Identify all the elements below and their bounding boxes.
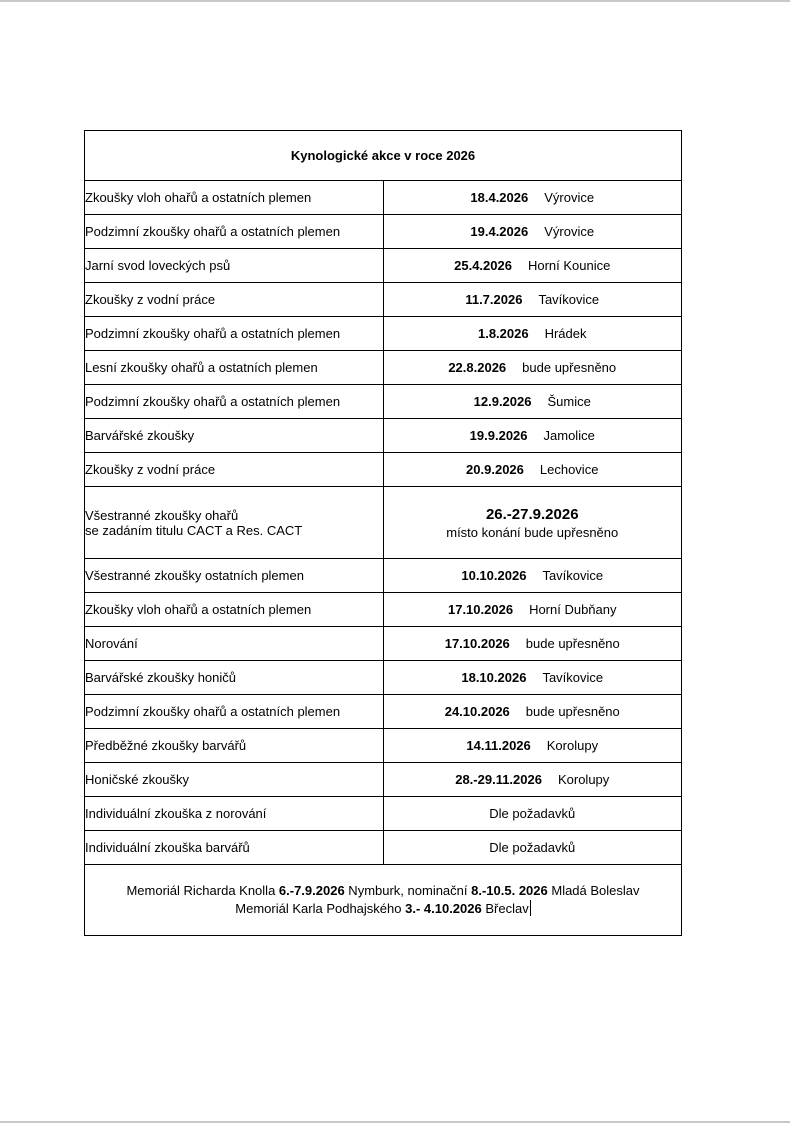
event-date: 24.10.2026 bbox=[444, 704, 510, 719]
table-row bbox=[85, 385, 682, 419]
event-place: bude upřesněno bbox=[522, 360, 617, 375]
page-top-edge bbox=[0, 0, 790, 2]
footer-date: 6.-7.9.2026 bbox=[278, 883, 345, 898]
event-name: Podzimní zkoušky ohařů a ostatních plemen bbox=[85, 385, 384, 419]
event-place: Tavíkovice bbox=[542, 670, 604, 685]
table-row bbox=[85, 453, 682, 487]
event-when bbox=[383, 249, 682, 283]
event-when bbox=[383, 627, 682, 661]
event-date: 19.9.2026 bbox=[469, 428, 528, 443]
event-name: Barvářské zkoušky honičů bbox=[85, 661, 384, 695]
event-name-line2: se zadáním titulu CACT a Res. CACT bbox=[85, 522, 303, 538]
table-row bbox=[85, 661, 682, 695]
event-when bbox=[383, 215, 682, 249]
table-row bbox=[85, 283, 682, 317]
event-place: Korolupy bbox=[546, 738, 599, 753]
event-date: 17.10.2026 bbox=[447, 602, 514, 617]
event-date: 11.7.2026 bbox=[465, 292, 523, 307]
table-row bbox=[85, 729, 682, 763]
table-row bbox=[85, 215, 682, 249]
event-place: Jamolice bbox=[543, 428, 595, 443]
event-place: Tavíkovice bbox=[542, 568, 604, 583]
event-name-line1: Všestranné zkoušky ohařů bbox=[85, 507, 239, 523]
table-row bbox=[85, 317, 682, 351]
event-date: 14.11.2026 bbox=[466, 738, 531, 753]
title-row bbox=[85, 131, 682, 181]
event-when bbox=[383, 181, 682, 215]
event-when bbox=[383, 317, 682, 351]
table-row bbox=[85, 419, 682, 453]
event-date: 20.9.2026 bbox=[466, 462, 524, 477]
footer-date: 3.- 4.10.2026 bbox=[405, 901, 482, 916]
event-name: Zkoušky vloh ohařů a ostatních plemen bbox=[85, 181, 384, 215]
table-row bbox=[85, 695, 682, 729]
event-name: Předběžné zkoušky barvářů bbox=[85, 729, 384, 763]
event-name: Lesní zkoušky ohařů a ostatních plemen bbox=[85, 351, 384, 385]
event-place: Horní Kounice bbox=[527, 258, 611, 273]
document-title: Kynologické akce v roce 2026 bbox=[85, 131, 682, 181]
table-row bbox=[85, 487, 682, 559]
event-place: místo konání bude upřesněno bbox=[446, 524, 619, 540]
footer-row bbox=[85, 865, 682, 936]
footer-text: Memoriál Karla Podhajského bbox=[235, 901, 406, 916]
event-name: Norování bbox=[85, 627, 384, 661]
event-place: bude upřesněno bbox=[525, 704, 620, 719]
event-note: Dle požadavků bbox=[383, 797, 682, 831]
table-row bbox=[85, 763, 682, 797]
event-place: Korolupy bbox=[557, 772, 610, 787]
event-date: 22.8.2026 bbox=[448, 360, 507, 375]
event-when bbox=[383, 419, 682, 453]
table-row bbox=[85, 627, 682, 661]
event-date: 26.-27.9.2026 bbox=[485, 505, 579, 523]
memorial-line-2 bbox=[235, 901, 530, 916]
event-name: Individuální zkouška barvářů bbox=[85, 831, 384, 865]
event-when bbox=[383, 559, 682, 593]
memorial-notes[interactable] bbox=[85, 865, 682, 936]
memorial-line-1 bbox=[126, 883, 639, 898]
footer-date: 8.-10.5. 2026 bbox=[471, 883, 548, 898]
event-date: 18.4.2026 bbox=[470, 190, 529, 205]
event-name: Všestranné zkoušky ostatních plemen bbox=[85, 559, 384, 593]
event-date: 17.10.2026 bbox=[444, 636, 510, 651]
event-when bbox=[383, 385, 682, 419]
event-when bbox=[383, 453, 682, 487]
footer-text: Mladá Boleslav bbox=[547, 883, 640, 898]
table-row bbox=[85, 593, 682, 627]
event-name bbox=[85, 487, 384, 559]
table-row bbox=[85, 249, 682, 283]
event-date: 10.10.2026 bbox=[461, 568, 527, 583]
event-name: Podzimní zkoušky ohařů a ostatních plemen bbox=[85, 215, 384, 249]
event-place: Šumice bbox=[547, 394, 591, 409]
event-when bbox=[383, 661, 682, 695]
event-when bbox=[383, 283, 682, 317]
event-date: 18.10.2026 bbox=[461, 670, 527, 685]
event-place: Tavíkovice bbox=[538, 292, 600, 307]
event-date: 28.-29.11.2026 bbox=[455, 772, 542, 787]
event-name: Zkoušky z vodní práce bbox=[85, 453, 384, 487]
table-row bbox=[85, 831, 682, 865]
event-when bbox=[383, 351, 682, 385]
event-place: Lechovice bbox=[539, 462, 599, 477]
footer-text: Břeclav bbox=[481, 901, 529, 916]
event-name: Honičské zkoušky bbox=[85, 763, 384, 797]
event-place: bude upřesněno bbox=[525, 636, 620, 651]
event-place: Horní Dubňany bbox=[529, 602, 617, 617]
event-when bbox=[383, 487, 682, 559]
event-date: 25.4.2026 bbox=[454, 258, 512, 273]
event-when bbox=[383, 593, 682, 627]
event-place: Hrádek bbox=[544, 326, 587, 341]
event-place: Výrovice bbox=[544, 190, 595, 205]
table-row bbox=[85, 797, 682, 831]
footer-text: Nymburk, nominační bbox=[344, 883, 472, 898]
table-row bbox=[85, 559, 682, 593]
event-name: Zkoušky z vodní práce bbox=[85, 283, 384, 317]
event-name: Podzimní zkoušky ohařů a ostatních plemen bbox=[85, 695, 384, 729]
event-date: 19.4.2026 bbox=[470, 224, 529, 239]
events-table bbox=[84, 130, 682, 936]
text-cursor bbox=[530, 900, 531, 916]
event-name: Podzimní zkoušky ohařů a ostatních plemen bbox=[85, 317, 384, 351]
table-row bbox=[85, 351, 682, 385]
event-date: 1.8.2026 bbox=[477, 326, 529, 341]
footer-text: Memoriál Richarda Knolla bbox=[126, 883, 279, 898]
event-when bbox=[383, 763, 682, 797]
event-when bbox=[383, 695, 682, 729]
event-date: 12.9.2026 bbox=[473, 394, 532, 409]
event-name: Individuální zkouška z norování bbox=[85, 797, 384, 831]
event-note: Dle požadavků bbox=[383, 831, 682, 865]
table-row bbox=[85, 181, 682, 215]
event-when bbox=[383, 729, 682, 763]
event-name: Barvářské zkoušky bbox=[85, 419, 384, 453]
event-place: Výrovice bbox=[544, 224, 595, 239]
event-name: Zkoušky vloh ohařů a ostatních plemen bbox=[85, 593, 384, 627]
event-name: Jarní svod loveckých psů bbox=[85, 249, 384, 283]
